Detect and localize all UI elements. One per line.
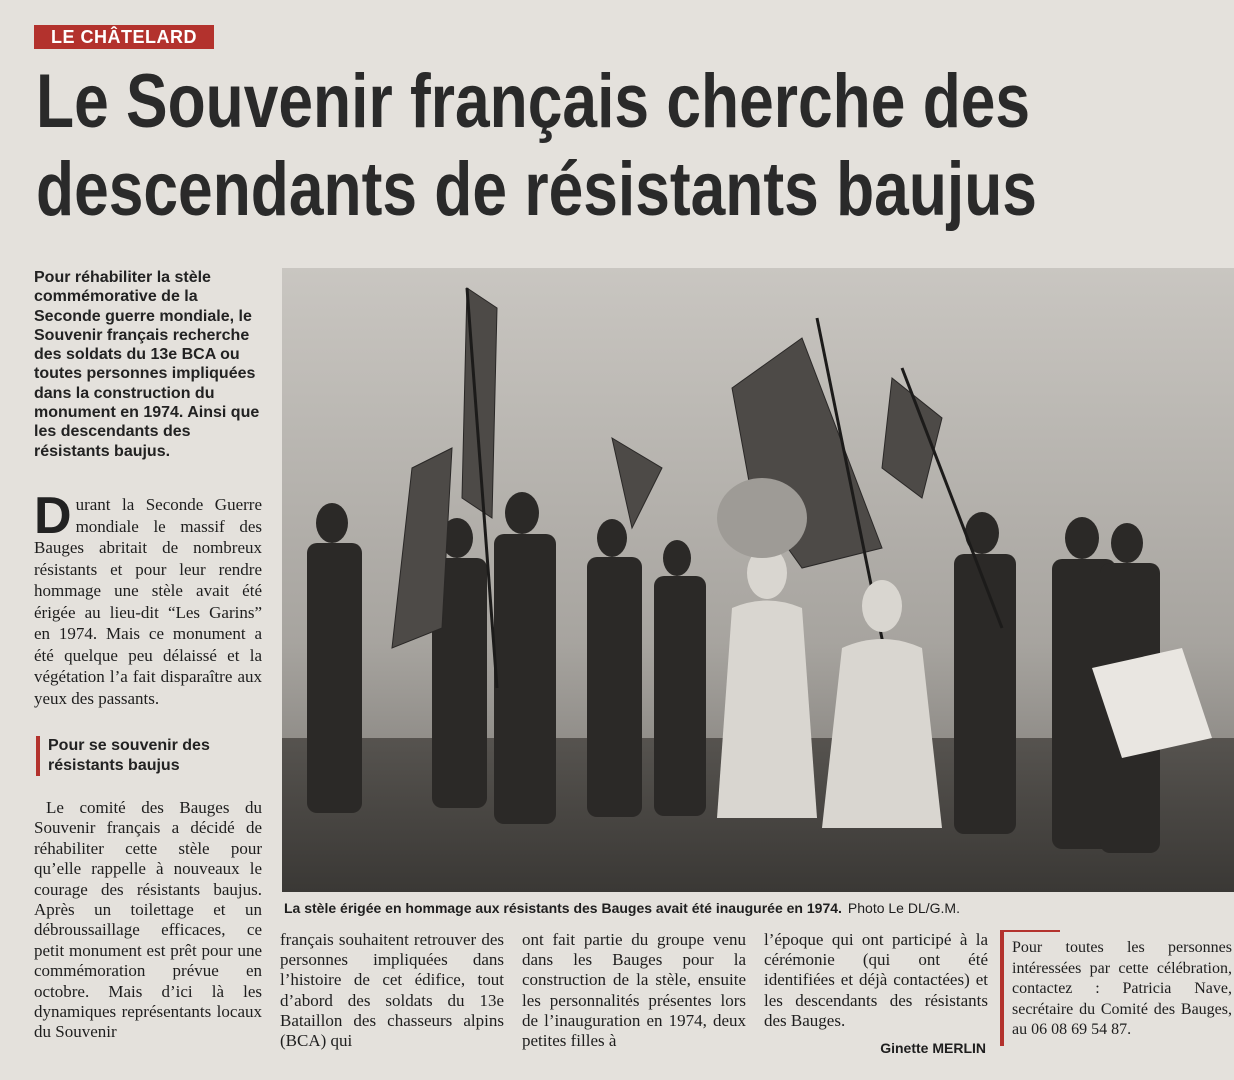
photo-caption — [284, 898, 1234, 918]
lead-paragraph: Pour réhabiliter la stèle commémorative de la Seconde guerre mondiale, le Souvenir français recherche des soldats du 13e BCA ou toutes personnes impliquées dans la construction du monument en 1974. Ainsi que les descendants des résistants baujus. — [34, 269, 260, 460]
body-column-3: ont fait partie du groupe venu dans les Bauges pour la construction de la stèle, ensuite les personnalités présentes lors de l’inauguration en 1974, deux petites filles à — [522, 930, 746, 1051]
section-tag: LE CHÂTELARD — [34, 25, 214, 49]
byline: Ginette MERLIN — [880, 1040, 986, 1056]
body-column-4: l’époque qui ont participé à la cérémonie (qui ont été identifiées et déjà contactées) et les descendants des résistants des Bauges. — [764, 930, 988, 1030]
body-column-1: Le comité des Bauges du Souvenir français a décidé de réhabiliter cette stèle pour qu’elle rappelle à nouveaux le courage des résistants baujus. Après un toilettage et un débroussaillage efficaces, ce petit monument est prêt pour une commémoration prévue en octobre. Mais d’ici là les dynamiques représentants locaux du Souvenir — [34, 798, 262, 1042]
headline-line-1: Le Souvenir français cherche des — [36, 59, 1031, 144]
intro-text: urant la Seconde Guerre mondiale le massif des Bauges abritait de nombreux résistants et pour leur rendre hommage une stèle avait été érigée au lieu-dit “Les Garins” en 1974. Mais ce monument a été quelque peu délaissé et la végétation l’a fait disparaître aux yeux des passants. — [34, 495, 262, 708]
ceremony-photo — [282, 268, 1234, 892]
intro-paragraph — [34, 487, 262, 709]
photo-credit: Photo Le DL/G.M. — [847, 900, 960, 916]
headline-line-2: descendants de résistants baujus — [36, 147, 1037, 232]
headline — [36, 58, 1037, 234]
photo-illustration — [282, 268, 1234, 892]
subheading: Pour se souvenir des résistants baujus — [36, 736, 262, 776]
caption-text: La stèle érigée en hommage aux résistants des Bauges avait été inaugurée en 1974. — [284, 900, 842, 916]
dropcap: D — [34, 487, 72, 545]
contact-infobox — [1000, 930, 1232, 1046]
infobox-text: Pour toutes les personnes intéressées par cette célébration, contactez : Patricia Nave, secrétaire du Comité des Bauges, au 06 08 69 54 87. — [1012, 939, 1232, 1038]
body-column-2: français souhaitent retrouver des personnes impliquées dans l’histoire de cet édifice, tout d’abord des soldats du 13e Bataillon des chasseurs alpins (BCA) qui — [280, 930, 504, 1051]
